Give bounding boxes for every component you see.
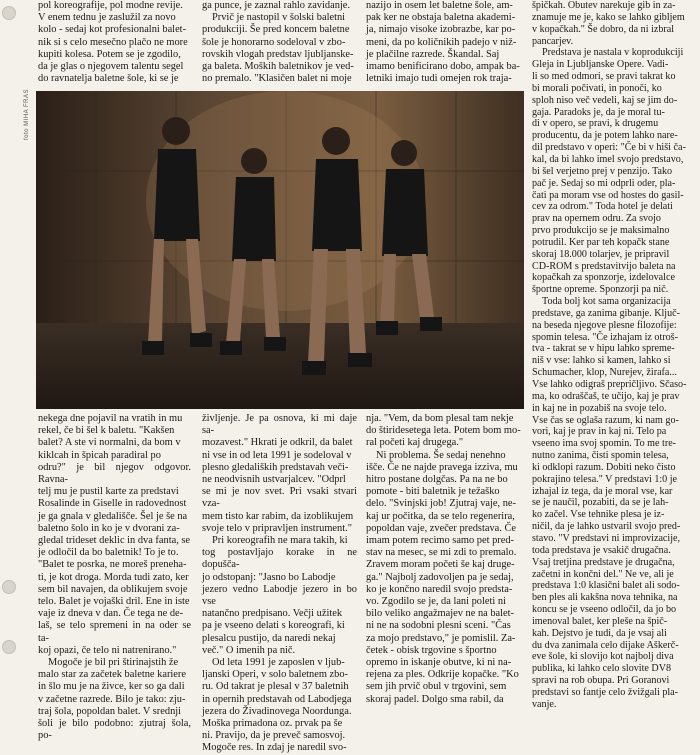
text-line: Vse lahko odigraš prepričljivo. Sčaso-	[532, 379, 687, 390]
text-line: plesno gledaliških predstavah veči-	[202, 461, 349, 473]
text-line: Moška primadona oz. prvak pa še	[202, 718, 343, 730]
text-line: ni vse in od leta 1991 je sodeloval v	[202, 449, 352, 461]
text-line: in šlo mu je na živce, ker so ga dali	[38, 681, 185, 693]
text-line: ral početi kaj drugega."	[366, 437, 464, 449]
text-line: življenje. Je pa osnova, ki mi daje sa-	[202, 413, 357, 437]
text-line: ti, je kot droga. Morda tudi zato, ker	[38, 571, 189, 583]
text-line: delo. "Svinjski job! Zjutraj vaje, ne-	[366, 498, 516, 510]
text-line: kaj ur počitka, da se telo regenerira,	[366, 510, 515, 522]
text-line: mozavest." Hkrati je odkril, da balet	[202, 437, 353, 449]
text-line: Toda bolj kot sama organizacija	[542, 296, 671, 308]
text-line: du dva zanimala celo dijake Aškerč-	[532, 639, 679, 651]
text-line: Predstava je nastala v koprodukciji	[542, 47, 684, 59]
text-line: Zravem moram početi še kaj druge-	[366, 559, 515, 571]
text-line: ni. Pravijo, da je preveč samosvoj.	[202, 730, 346, 742]
text-line: meni, da po količnikih padejo v niž-	[366, 36, 517, 48]
text-line: ni ne na sodobni plesni sceni. "Čas	[366, 620, 511, 632]
binder-hole	[2, 640, 16, 654]
text-line: laš, se telo spremeni in na oder se ta-	[38, 620, 191, 644]
text-line: producentu, da je potem lahko nare-	[532, 130, 678, 142]
text-line: pokrajino telesa." V predstavi 1:0 je	[532, 473, 678, 485]
text-line: pak ker ne obstaja baletna akademi-	[366, 12, 516, 24]
text-line: četek - obisk trgovine s športno	[366, 644, 497, 656]
text-line: publika, ki lahko celo slovite DV8	[532, 663, 672, 675]
text-line: potrudil. Ker par teh kopačk stane	[532, 236, 670, 248]
text-line: prav na opernem odru. Za svojo	[532, 213, 661, 225]
text-line: li so med odmori, se pravi takrat ko	[532, 71, 676, 83]
text-line: prvo produkcijo se je maksimalno	[532, 225, 670, 237]
text-line: spravi na rob obupa. Pri Goranovi	[532, 675, 670, 687]
text-line: ma, ko odraščaš, te učijo, kaj je prav	[532, 390, 680, 402]
text-line: sem bil navajen, da oblikujem svoje	[38, 583, 188, 595]
text-line: vori, kaj je prav in kaj ni. Telo pa	[532, 426, 667, 438]
text-line: je ga gnala v gledališče. Šel je še na	[38, 510, 188, 522]
text-line: vaje iz dneva v dan. Če tega ne de-	[38, 608, 184, 620]
text-line: malo star za začetek baletne kariere	[38, 669, 186, 681]
text-line: ko je končno naredil svojo predsta-	[366, 583, 513, 595]
text-line: nekega dne pojavil na vratih in mu	[38, 413, 183, 424]
text-line: pol koreografije, pol modne revije.	[38, 0, 183, 11]
text-line: Rosalinde in Giselle in radovednost	[38, 498, 187, 510]
binder-holes	[0, 0, 18, 700]
text-line: predstavi so fantje celo žvižgali pla-	[532, 686, 679, 698]
text-line: pomote - biti baletnik je težaško	[366, 486, 500, 498]
text-line: cev za odrom." Toda hotel je delati	[532, 201, 673, 213]
text-line: začetni in končni del." Ne ve, ali je	[532, 568, 674, 580]
text-line: ru. Od takrat je plesal v 37 baletnih	[202, 681, 349, 693]
text-line: na beseda njegove plesne filozofije:	[532, 319, 677, 331]
column-bottom-2	[202, 413, 357, 754]
text-line: letniki imajo tudi omejen rok traja-	[366, 73, 512, 85]
text-line: ben ples ali kakšna nova tehnika, na	[532, 592, 678, 604]
text-line: jezero vedno Labodje jezero in bo vse	[202, 583, 357, 608]
text-line: in opernih predstavah od Labodjega	[202, 693, 352, 705]
text-line: popoldan vaje, zvečer predstava. Če	[366, 522, 517, 534]
text-line: tog postavljajo korake in ne dopušča-	[202, 547, 357, 571]
text-line: plesalcu pustijo, da naredi nekaj	[202, 632, 336, 644]
dancers-photo	[36, 91, 524, 409]
text-line: imam potem recimo samo pet pred-	[366, 535, 515, 547]
text-line: stav na mesec, se mi zdi to premalo.	[366, 547, 517, 559]
text-line: pancarjev.	[532, 35, 574, 47]
text-line: kah. Dejstvo je tudi, da je vsaj ali	[532, 627, 667, 639]
text-line: ne neodvisnih ustvarjalcev. "Odprl	[202, 474, 346, 486]
text-line: mem tisto kar rabim, da izoblikujem	[202, 510, 354, 522]
text-line: za mojo predstavo," je pomislil. Za-	[366, 632, 516, 644]
text-line: bi morali počivati, in ponoči, ko	[532, 82, 662, 94]
text-line: Od leta 1991 je zaposlen v ljub-	[212, 657, 345, 669]
text-line: traj šola, popoldan balet. V srednji	[38, 705, 182, 717]
text-line: čati pa moram vse od hostes do gasil-	[532, 189, 684, 201]
text-line: dil predstavo v operi: "Če bi v hiši ča-	[532, 142, 686, 154]
text-line: šoli je bilo podobno: zjutraj šola, po-	[38, 718, 191, 742]
text-line: Ni problema. Še sedaj nenehno	[376, 449, 506, 461]
text-line: ki odklopi razum. Dobiti neko čisto	[532, 461, 676, 473]
column-top-middle	[202, 0, 357, 88]
text-line: jezera do Živadinovega Noordunga.	[202, 705, 352, 717]
text-line: sploh niso več vedeli, kaj se jim do-	[532, 94, 678, 106]
text-line: Mogoče res. In zdaj je naredil svo-	[202, 742, 347, 754]
text-line: stavo. "V predstavi ni improvizacije,	[532, 532, 681, 544]
text-line: di v opero, se pravi, k drugemu	[532, 118, 659, 130]
text-line: v začetne razrede. Bilo je tako: zju-	[38, 693, 186, 705]
text-line: tva - takrat se v hipu lahko spreme-	[532, 343, 675, 355]
text-line: telo. Balet je vojaški dril. Ene in iste	[38, 596, 190, 608]
text-line: skoraj 18.000 tolarjev, je pripravil	[532, 248, 670, 260]
text-line: Mogoče je bil pri štirinajstih že	[48, 657, 179, 669]
text-line: Prvič je nastopil v šolski baletni	[212, 12, 346, 24]
text-line: predstave, ga zanima gibanje. Ključ-	[532, 307, 680, 319]
text-line: toda predstava je vsakič drugačna.	[532, 544, 671, 556]
text-line: eve šole, ki slovijo kot najbolj diva	[532, 651, 674, 663]
text-line: niš v vse: lahko si kamen, lahko si	[532, 355, 671, 367]
binder-hole	[2, 580, 16, 594]
text-line: svoje telo v pripravljen instrument."	[202, 522, 352, 534]
text-line: Pri koreografih ne mara takih, ki	[212, 535, 348, 547]
text-line: Gleja in Ljubljanske Opere. Vadi-	[532, 59, 669, 71]
text-line: predstava 1:0 klasični balet ali sodo-	[532, 580, 680, 592]
column-bottom-1	[38, 413, 191, 742]
text-line: gaja. Paradoks je, da je moral tu-	[532, 106, 665, 118]
text-line: sem jih prvič obul v trgovini, sem	[366, 681, 507, 693]
text-line: rovskih vlogah predstav ljubljanske-	[202, 48, 354, 60]
text-line: natančno predpisano. Večji užitek	[202, 608, 343, 620]
text-line: kolo - sedaj kot profesionalni balet-	[38, 24, 187, 36]
text-line: špičkah. Obutev narekuje gib in za-	[532, 0, 676, 11]
text-line: ja, nimajo visoke izobrazbe, kar po-	[366, 24, 516, 36]
text-line: vseeno ima svoj spomin. To me tre-	[532, 438, 677, 450]
text-line: Vsaj tretjina predstave je drugačna,	[532, 556, 675, 568]
text-line: hitro postane dolgčas. Pa na ne bo	[366, 474, 508, 486]
text-line: bi šel verjetno prej v penzijo. Tako	[532, 165, 673, 177]
text-line: do štiridesetega leta. Potem bom mo-	[366, 425, 521, 437]
text-line: nazijo in osem let baletne šole, am-	[366, 0, 513, 11]
text-line: več." O imenih pa nič.	[202, 644, 296, 656]
column-top-right	[366, 0, 521, 88]
text-line: ga." Najbolj zadovoljen pa je sedaj,	[366, 571, 514, 583]
text-line: koj opazi, če telo ni natreniranо."	[38, 644, 177, 656]
text-line: kopačkah za sponzorje, izdelovalce	[532, 272, 675, 284]
text-line: odru?" je bil njegov odgovor. Ravna-	[38, 461, 191, 486]
text-line: da je glas o njegovem talentu segel	[38, 61, 184, 73]
text-line: opremo in iskanje obutve, ki ni na-	[366, 657, 512, 669]
text-line: kiklcah in špicah paradiral po	[38, 449, 161, 461]
text-line: ga punce, je zaznal rahlo zavidanje.	[202, 0, 350, 11]
text-line: ga baleta. Moških baletnikov je ved-	[202, 61, 354, 73]
text-line: no premalo. "Klasičen balet ni moje	[202, 73, 352, 85]
text-line: nik si s celo mesečno plačo ne more	[38, 36, 188, 48]
text-line: CD-ROM s predstavitvijo baleta na	[532, 260, 676, 272]
text-line: Schumacher, klop, Nurejev, žirafa...	[532, 367, 677, 379]
text-line: rejena za ples. Odkrije kopačke. "Ko	[366, 669, 519, 681]
text-line: do ravnateljа baletne šole, ki se je	[38, 73, 179, 85]
text-line: rekel, če bi šel k baletu. "Kakšen	[38, 425, 175, 437]
text-line: kal, da bi lahko imel svojo predstavo,	[532, 153, 684, 165]
text-line: išče. Če ne najde pravega izziva, mu	[366, 461, 518, 473]
text-line: produkciji. Še pred koncem baletne	[202, 24, 350, 36]
text-line: nutno zanima, čisti spomin telesa,	[532, 450, 669, 462]
text-line: "Balet te posrka, ne moreš preneha-	[38, 559, 187, 571]
text-line: skoraj padel. Dolgo sma rabil, da	[366, 693, 504, 705]
text-line: pa je vseeno delati s koreografi, ki	[202, 620, 345, 632]
text-line: športne opreme. Sponzorji pa nič.	[532, 284, 669, 296]
text-line: spomin telesa. "Če izhajam iz otroš-	[532, 331, 678, 343]
text-line: se je naučil, pozabiti, da se je lah-	[532, 497, 669, 509]
text-line: šole je honorarno sodeloval v zbo-	[202, 36, 346, 48]
text-line: nja. "Vem, da bom plesal tam nekje	[366, 413, 514, 424]
text-line: ko začel. Vse tehnike plesa je iz-	[532, 509, 665, 521]
text-line: V enem tednu je zaslužil za novo	[38, 12, 176, 24]
text-line: v kopačkah." Še dobro, da ni izbral	[532, 23, 675, 35]
text-line: je plačilne razrede. Škandal. Saj	[366, 48, 500, 60]
text-line: ljanski Operi, v solo baletnem zbo-	[202, 669, 349, 681]
text-line: kupiti kolesa. Potem se je zgodilo,	[38, 48, 181, 60]
text-line: vanje.	[532, 698, 557, 710]
text-line: koncu se je vseeno odločil, da jo bo	[532, 604, 677, 616]
text-line: je odločil da bo baletnik! To je to.	[38, 547, 179, 559]
text-line: in kaj ne in pozabiš na svoje telo.	[532, 402, 667, 414]
text-line: ničil, da je lahko ustvaril svojo pred-	[532, 521, 681, 533]
text-line: balet? A ste vi normalni, da bom v	[38, 437, 181, 449]
column-bottom-3	[366, 413, 521, 705]
dancers-illustration	[36, 91, 524, 409]
text-line: imenoval balet, ker pleše na špič-	[532, 615, 668, 627]
text-line: znamuje me je, kako se lahko gibljem	[532, 11, 685, 23]
text-line: vo. Zgodilo se je, da lani poleti ni	[366, 596, 506, 608]
text-line: gledal trideset deklic in dva fanta, se	[38, 535, 191, 547]
photo-credit: foto MIHA FRAS	[24, 88, 30, 140]
text-line: jo odstopanj: "Jasno bo Labodje	[202, 571, 336, 583]
text-line: izhajal iz tega, da je moral vse, kar	[532, 485, 673, 497]
text-line: Vse čas se oglaša razum, ki nam go-	[532, 414, 679, 426]
text-line: se mi je nov svet. Pri vsaki stvari vza-	[202, 486, 357, 510]
text-line: telj mu je pustil karte za predstavi	[38, 486, 179, 498]
text-line: bilo veliko angažmajev ne na balet-	[366, 608, 515, 620]
binder-hole	[2, 6, 16, 20]
text-line: pač je. Sedaj so mi odprli oder, pla-	[532, 177, 676, 189]
text-line: imamo benificirano dobo, ampak ba-	[366, 61, 520, 73]
text-line: baletno šolo in ko je v dvorani za-	[38, 522, 180, 534]
column-right	[532, 0, 690, 710]
column-top-left	[38, 0, 191, 88]
